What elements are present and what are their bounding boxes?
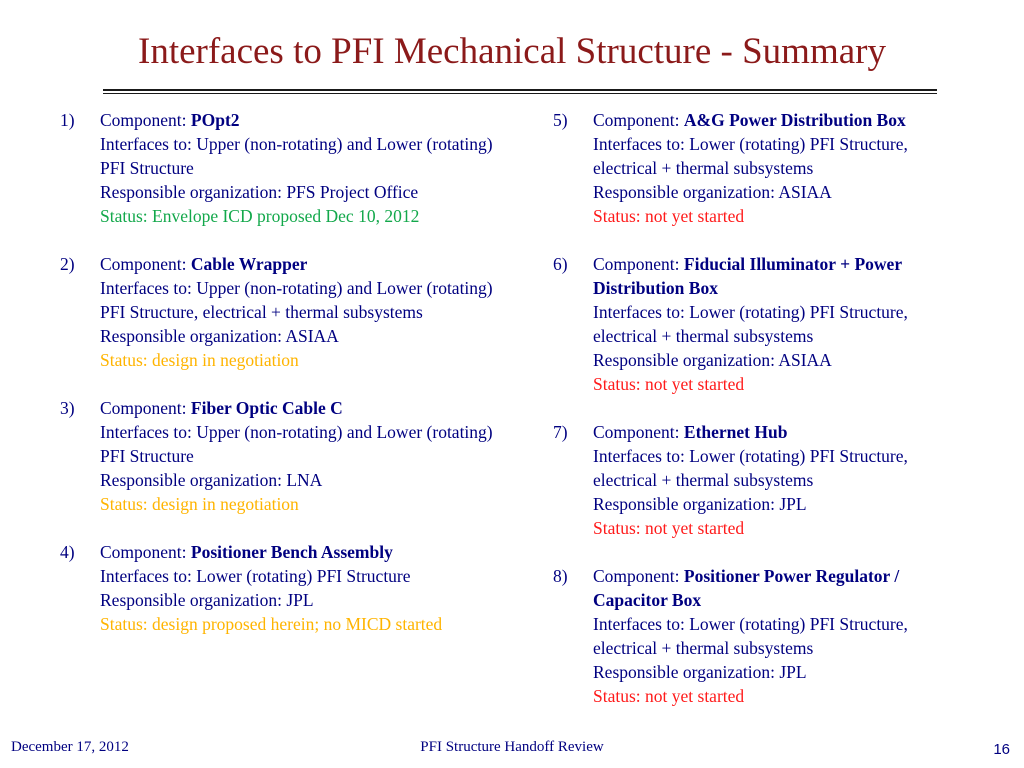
right-column [553, 108, 973, 732]
component-line [100, 396, 500, 420]
list-item [553, 420, 973, 540]
list-item [553, 252, 973, 396]
footer-date: December 17, 2012 [11, 739, 129, 755]
item-number: 3) [60, 398, 75, 418]
component-prefix: Component: [593, 422, 684, 442]
interfaces-text: Interfaces to: Lower (rotating) PFI Structure, electrical + thermal subsystems [593, 614, 908, 658]
component-prefix: Component: [593, 110, 684, 130]
status-text: Status: design proposed herein; no MICD started [100, 614, 443, 634]
list-item [60, 252, 500, 372]
status-text: Status: not yet started [593, 374, 745, 394]
component-line [593, 252, 973, 300]
item-number: 7) [553, 422, 568, 442]
component-prefix: Component: [100, 254, 191, 274]
component-prefix: Component: [593, 254, 684, 274]
list-item [553, 564, 973, 708]
item-number: 4) [60, 542, 75, 562]
organization-text: Responsible organization: LNA [100, 470, 323, 490]
interfaces-text: Interfaces to: Upper (non-rotating) and Lower (rotating) PFI Structure [100, 134, 493, 178]
interfaces-text: Interfaces to: Upper (non-rotating) and Lower (rotating) PFI Structure [100, 422, 493, 466]
item-number: 8) [553, 566, 568, 586]
component-line [100, 108, 500, 132]
component-name: Cable Wrapper [190, 254, 308, 274]
component-line [100, 252, 500, 276]
organization-text: Responsible organization: JPL [593, 662, 807, 682]
organization-text: Responsible organization: JPL [100, 590, 314, 610]
item-number: 1) [60, 110, 75, 130]
item-number: 6) [553, 254, 568, 274]
component-name: POpt2 [190, 110, 240, 130]
footer-title: PFI Structure Handoff Review [420, 739, 604, 755]
component-name: Fiber Optic Cable C [190, 398, 343, 418]
component-prefix: Component: [100, 398, 191, 418]
list-item [553, 108, 973, 228]
component-name: A&G Power Distribution Box [683, 110, 906, 130]
status-text: Status: not yet started [593, 206, 745, 226]
component-line [593, 108, 973, 132]
list-item [60, 540, 500, 636]
component-name: Positioner Bench Assembly [190, 542, 393, 562]
list-item [60, 108, 500, 228]
organization-text: Responsible organization: ASIAA [593, 350, 832, 370]
interfaces-text: Interfaces to: Lower (rotating) PFI Structure, electrical + thermal subsystems [593, 134, 908, 178]
slide-title: Interfaces to PFI Mechanical Structure - Summary [138, 31, 886, 72]
component-prefix: Component: [593, 566, 684, 586]
status-text: Status: not yet started [593, 518, 745, 538]
page-number: 16 [993, 741, 1010, 758]
list-item [60, 396, 500, 516]
status-text: Status: design in negotiation [100, 350, 299, 370]
title-divider-secondary [103, 93, 937, 94]
title-divider [103, 89, 937, 91]
interfaces-text: Interfaces to: Lower (rotating) PFI Structure, electrical + thermal subsystems [593, 446, 908, 490]
organization-text: Responsible organization: JPL [593, 494, 807, 514]
component-prefix: Component: [100, 542, 191, 562]
item-number: 2) [60, 254, 75, 274]
organization-text: Responsible organization: ASIAA [593, 182, 832, 202]
interfaces-text: Interfaces to: Lower (rotating) PFI Structure, electrical + thermal subsystems [593, 302, 908, 346]
left-column [60, 108, 500, 660]
interfaces-text: Interfaces to: Upper (non-rotating) and Lower (rotating) PFI Structure, electrical + thermal subsystems [100, 278, 493, 322]
organization-text: Responsible organization: ASIAA [100, 326, 339, 346]
organization-text: Responsible organization: PFS Project Office [100, 182, 419, 202]
component-name: Ethernet Hub [683, 422, 788, 442]
item-number: 5) [553, 110, 568, 130]
component-line [100, 540, 500, 564]
status-text: Status: design in negotiation [100, 494, 299, 514]
component-line [593, 420, 973, 444]
component-name: Fiducial Illuminator + Power Distribution Box [593, 254, 902, 298]
component-line [593, 564, 973, 612]
component-name: Positioner Power Regulator / Capacitor Box [593, 566, 900, 610]
status-text: Status: not yet started [593, 686, 745, 706]
interfaces-text: Interfaces to: Lower (rotating) PFI Structure [100, 566, 411, 586]
status-text: Status: Envelope ICD proposed Dec 10, 2012 [100, 206, 420, 226]
component-prefix: Component: [100, 110, 191, 130]
